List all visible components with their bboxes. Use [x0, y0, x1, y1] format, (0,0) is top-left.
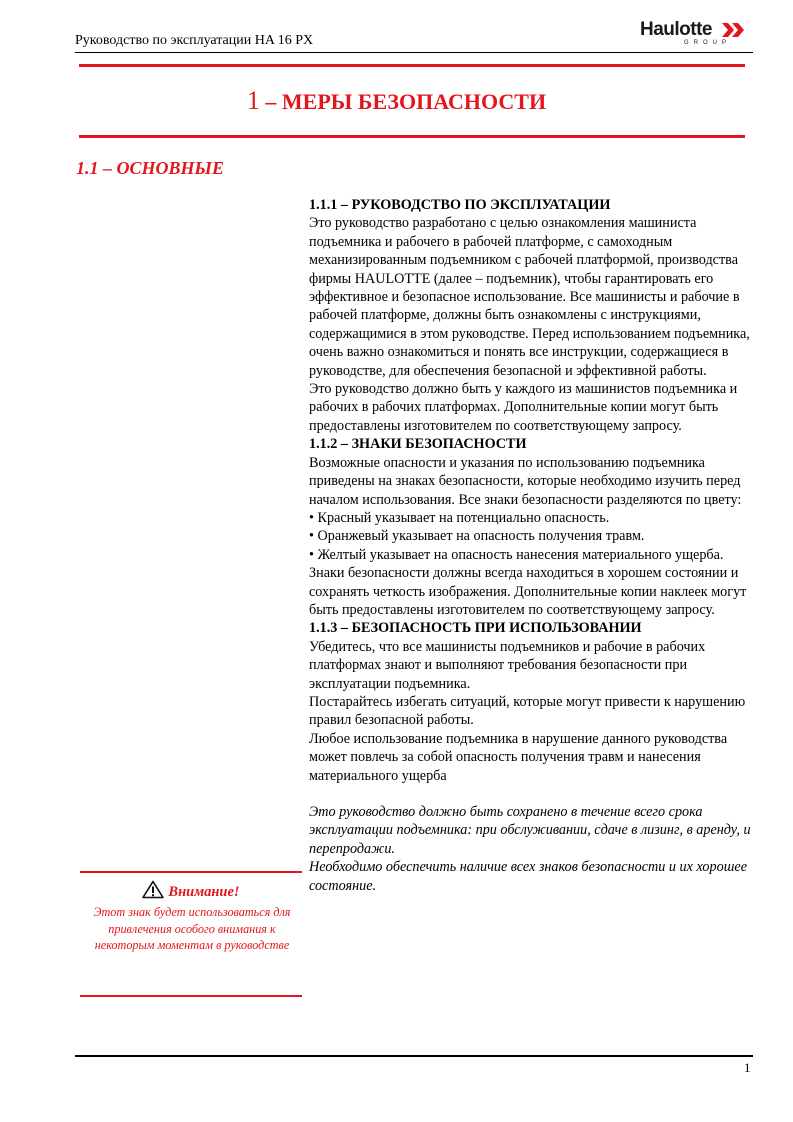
- note-paragraph: Это руководство должно быть сохранено в течение всего срока эксплуатации подъемника: при обслуживании, сдаче в лизинг, в аренду, и перепродажи.: [309, 804, 751, 857]
- bullet-item: • Оранжевый указывает на опасность получения травм.: [309, 528, 645, 545]
- bullet-item: • Желтый указывает на опасность нанесения материального ущерба.: [309, 546, 724, 563]
- chapter-heading: [0, 86, 793, 117]
- paragraph: Убедитесь, что все машинисты подъемников и рабочие в рабочих платформах знают и выполняют требования безопасности при эксплуатации подъемника.: [309, 638, 706, 692]
- warning-triangle-icon: [142, 880, 164, 899]
- paragraph: Возможные опасности и указания по использованию подъемника приведены на знаках безопасности, которые необходимо изучить перед началом использования. Все знаки безопасности разделяются по цвету:: [309, 454, 742, 508]
- chapter-title: – МЕРЫ БЕЗОПАСНОСТИ: [259, 89, 547, 114]
- subsection-title: 1.1.2 – ЗНАКИ БЕЗОПАСНОСТИ: [309, 436, 527, 453]
- footer-rule: [75, 1055, 753, 1057]
- logo-subtext: GROUP: [684, 40, 732, 46]
- note-paragraph: Необходимо обеспечить наличие всех знаков безопасности и их хорошее состояние.: [309, 859, 748, 894]
- paragraph: Это руководство должно быть у каждого из машинистов подъемника и рабочих в рабочих платформах. Дополнительные копии могут быть предоставлены изготовителем по соответствующему запросу.: [309, 381, 738, 434]
- section-title: 1.1 – ОСНОВНЫЕ: [76, 158, 224, 178]
- chapter-number: 1: [246, 86, 260, 115]
- paragraph: Это руководство разработано с целью ознакомления машиниста подъемника и рабочего в рабочей платформе, с самоходным механизированным подъемником с рабочей платформой, производства фирмы HAULOTTE (далее – подъемник), чтобы гарантировать его эффективное и безопасное использование. Все машинисты и рабочие в рабочей платформе, должны быть ознакомлены с инструкциями, содержащимися в этом руководстве. Перед использованием подъемника, очень важно ознакомиться и понять все инструкции, содержащиеся в руководстве, для обеспечения безопасной и эффективной работы.: [309, 215, 750, 379]
- page-number: 1: [744, 1060, 751, 1075]
- paragraph: Знаки безопасности должны всегда находиться в хорошем состоянии и сохранять четкость изображения. Дополнительные копии наклеек могут быть предоставлены изготовителем по соответствующему запросу.: [309, 565, 747, 618]
- bullet-item: • Красный указывает на потенциально опасность.: [309, 509, 610, 526]
- header-title: Руководство по эксплуатации HA 16 PX: [75, 33, 314, 48]
- chapter-top-bar: [79, 64, 745, 67]
- logo-wordmark: Haulotte: [640, 19, 712, 40]
- main-text: [309, 196, 755, 895]
- warning-box: [80, 871, 302, 997]
- logo-chevrons-icon: [722, 23, 746, 37]
- haulotte-logo: [640, 19, 748, 47]
- subsection-title: 1.1.1 – РУКОВОДСТВО ПО ЭКСПЛУАТАЦИИ: [309, 197, 611, 213]
- warning-bottom-rule: [80, 995, 302, 997]
- header-rule: [75, 52, 753, 53]
- paragraph: Постарайтесь избегать ситуаций, которые могут привести к нарушению правил безопасной работы.: [309, 693, 746, 729]
- warning-top-rule: [80, 871, 302, 873]
- warning-title-text: Внимание!: [168, 884, 240, 900]
- subsection-title: 1.1.3 – БЕЗОПАСНОСТЬ ПРИ ИСПОЛЬЗОВАНИИ: [309, 620, 642, 637]
- warning-title: [80, 880, 302, 902]
- warning-text: Этот знак будет использоваться для привлечения особого внимания к некоторым моментам в руководстве: [93, 905, 291, 952]
- paragraph: Любое использование подъемника в нарушение данного руководства может повлечь за собой опасность получения травм и нанесения материального ущерба: [309, 730, 728, 784]
- chapter-bottom-bar: [79, 135, 745, 138]
